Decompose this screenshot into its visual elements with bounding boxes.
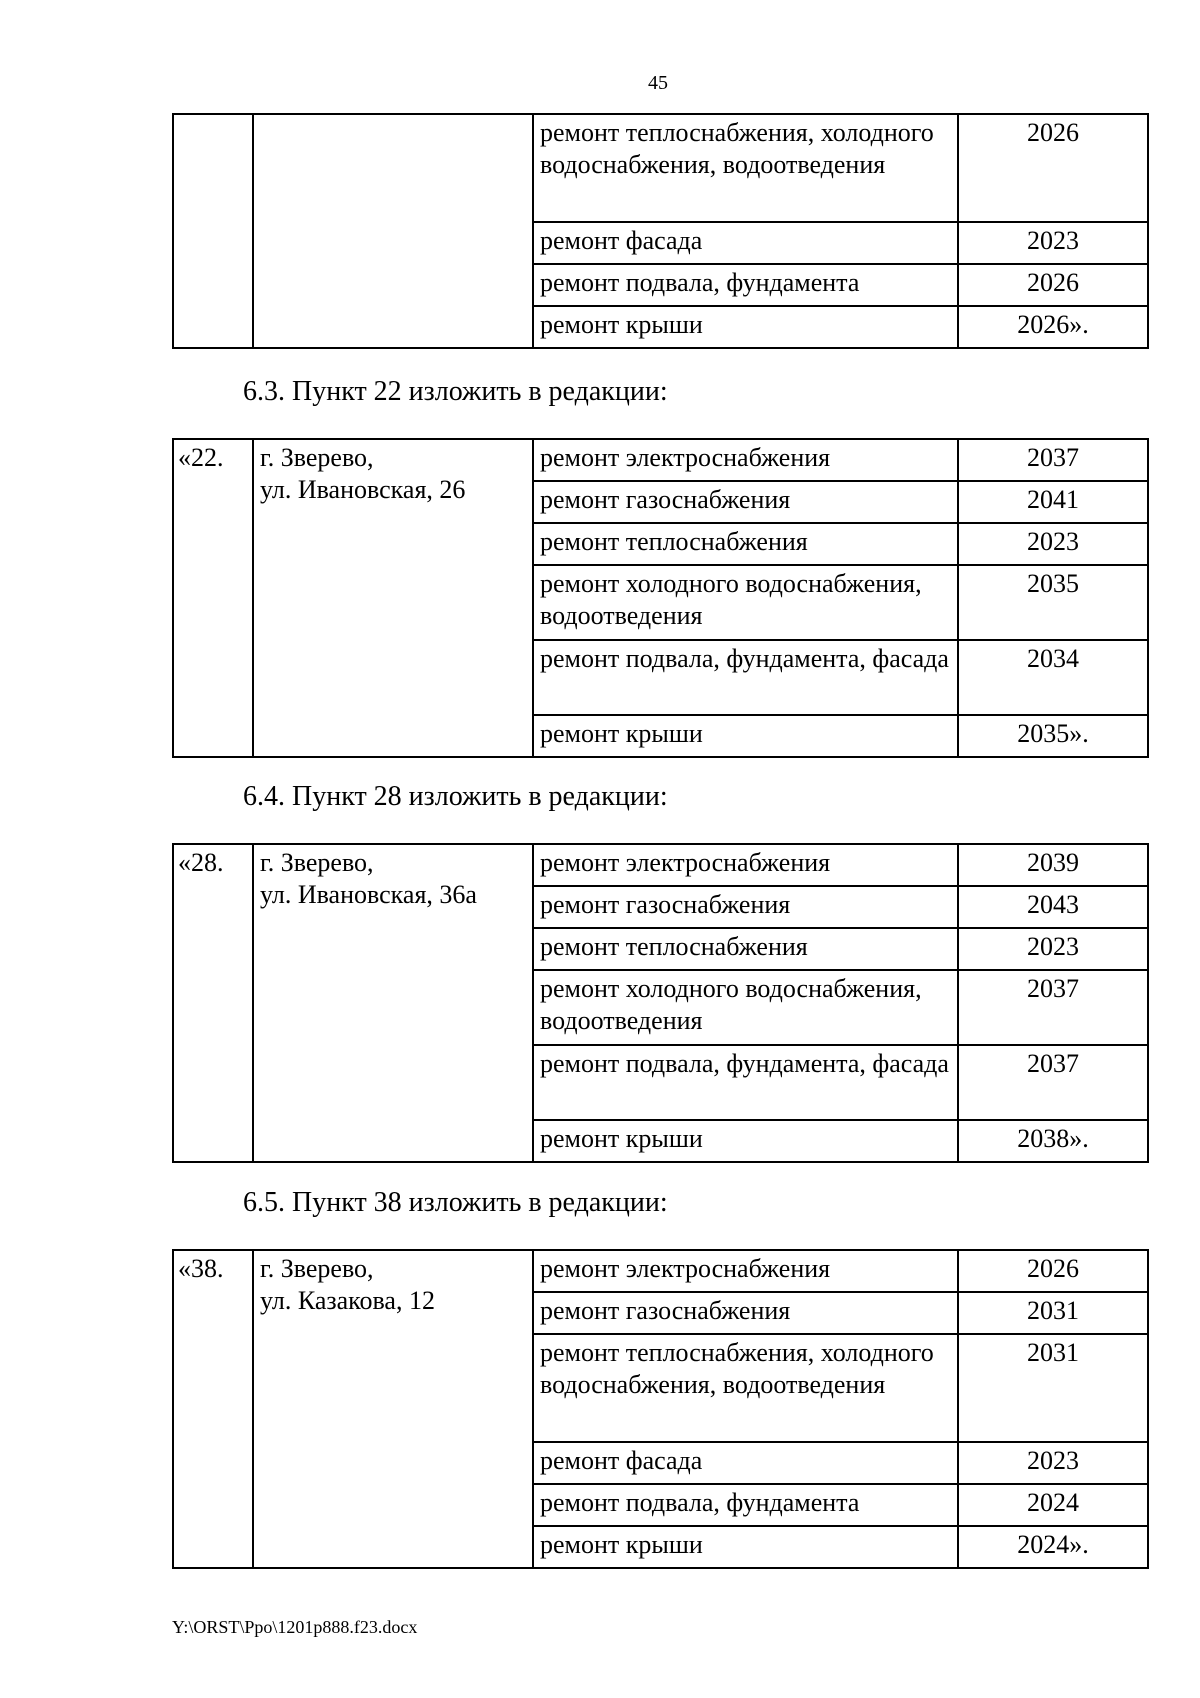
- year-cell: 2043: [958, 886, 1148, 928]
- file-path-footer: Y:\ORST\Ppo\1201p888.f23.docx: [172, 1617, 418, 1637]
- item-table: [172, 843, 1149, 1163]
- year-cell: 2035: [958, 565, 1148, 640]
- work-cell: ремонт электроснабжения: [533, 1250, 958, 1292]
- work-cell: ремонт газоснабжения: [533, 1292, 958, 1334]
- work-cell: ремонт подвала, фундамента: [533, 264, 958, 306]
- year-cell: 2031: [958, 1334, 1148, 1442]
- year-cell: 2026: [958, 114, 1148, 222]
- continuation-table: [172, 113, 1149, 349]
- year-cell: 2041: [958, 481, 1148, 523]
- year-cell: 2023: [958, 1442, 1148, 1484]
- year-cell: 2037: [958, 439, 1148, 481]
- year-cell: 2035».: [958, 715, 1148, 757]
- year-cell: 2026: [958, 1250, 1148, 1292]
- work-cell: ремонт фасада: [533, 222, 958, 264]
- work-cell: ремонт холодного водоснабжения, водоотведения: [533, 565, 958, 640]
- work-cell: ремонт теплоснабжения: [533, 928, 958, 970]
- section-heading: 6.5. Пункт 38 изложить в редакции:: [243, 1187, 668, 1218]
- year-cell: 2034: [958, 640, 1148, 715]
- year-cell: 2026: [958, 264, 1148, 306]
- work-cell: ремонт крыши: [533, 1526, 958, 1568]
- item-number-cell: «28.: [173, 844, 253, 1162]
- section-heading: 6.4. Пункт 28 изложить в редакции:: [243, 781, 668, 812]
- year-cell: 2023: [958, 523, 1148, 565]
- year-cell: 2037: [958, 970, 1148, 1045]
- work-cell: ремонт электроснабжения: [533, 439, 958, 481]
- table-row: [173, 844, 1148, 886]
- item-number-cell: [173, 114, 253, 348]
- address-street: ул. Ивановская, 36а: [260, 880, 477, 909]
- address-city: г. Зверево,: [260, 848, 374, 877]
- item-table: [172, 1249, 1149, 1569]
- address-cell: [253, 439, 533, 757]
- work-cell: ремонт газоснабжения: [533, 481, 958, 523]
- year-cell: 2023: [958, 222, 1148, 264]
- year-cell: 2024: [958, 1484, 1148, 1526]
- work-cell: ремонт крыши: [533, 306, 958, 348]
- address-cell: [253, 114, 533, 348]
- address-cell: [253, 1250, 533, 1568]
- work-cell: ремонт подвала, фундамента: [533, 1484, 958, 1526]
- table-row: [173, 114, 1148, 222]
- work-cell: ремонт фасада: [533, 1442, 958, 1484]
- year-cell: 2023: [958, 928, 1148, 970]
- item-number-cell: «22.: [173, 439, 253, 757]
- work-cell: ремонт газоснабжения: [533, 886, 958, 928]
- work-cell: ремонт подвала, фундамента, фасада: [533, 640, 958, 715]
- year-cell: 2024».: [958, 1526, 1148, 1568]
- year-cell: 2026».: [958, 306, 1148, 348]
- work-cell: ремонт электроснабжения: [533, 844, 958, 886]
- year-cell: 2031: [958, 1292, 1148, 1334]
- year-cell: 2037: [958, 1045, 1148, 1120]
- work-cell: ремонт крыши: [533, 1120, 958, 1162]
- work-cell: ремонт теплоснабжения, холодного водоснабжения, водоотведения: [533, 114, 958, 222]
- work-cell: ремонт теплоснабжения: [533, 523, 958, 565]
- address-city: г. Зверево,: [260, 1254, 374, 1283]
- address-street: ул. Казакова, 12: [260, 1286, 435, 1315]
- address-cell: [253, 844, 533, 1162]
- page-number: 45: [648, 72, 668, 94]
- address-street: ул. Ивановская, 26: [260, 475, 466, 504]
- year-cell: 2038».: [958, 1120, 1148, 1162]
- table-row: [173, 439, 1148, 481]
- work-cell: ремонт крыши: [533, 715, 958, 757]
- year-cell: 2039: [958, 844, 1148, 886]
- work-cell: ремонт холодного водоснабжения, водоотведения: [533, 970, 958, 1045]
- work-cell: ремонт теплоснабжения, холодного водоснабжения, водоотведения: [533, 1334, 958, 1442]
- address-city: г. Зверево,: [260, 443, 374, 472]
- table-row: [173, 1250, 1148, 1292]
- item-number-cell: «38.: [173, 1250, 253, 1568]
- work-cell: ремонт подвала, фундамента, фасада: [533, 1045, 958, 1120]
- section-heading: 6.3. Пункт 22 изложить в редакции:: [243, 376, 668, 407]
- item-table: [172, 438, 1149, 758]
